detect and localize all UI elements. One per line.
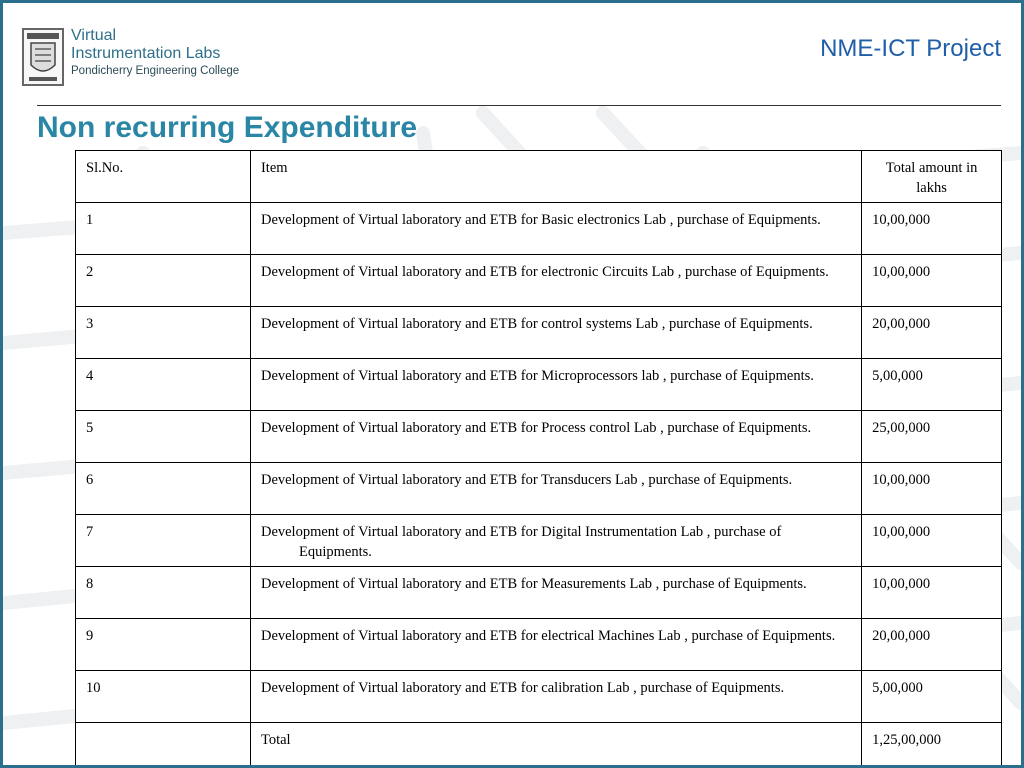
total-amount-cell: 1,25,00,000 <box>862 723 1002 766</box>
logo-subtitle: Pondicherry Engineering College <box>71 65 240 77</box>
amount-cell: 20,00,000 <box>862 619 1002 671</box>
item-cell <box>250 619 861 671</box>
slide-title: Non recurring Expenditure <box>37 111 418 144</box>
amount-cell: 10,00,000 <box>862 203 1002 255</box>
table-row <box>76 307 1002 359</box>
column-header-total-amount: Total amount in lakhs <box>862 151 1002 203</box>
college-logo <box>21 27 251 91</box>
item-text: Development of Virtual laboratory and ETB for Process control Lab , purchase of Equipments. <box>260 420 812 436</box>
table-row <box>76 255 1002 307</box>
table-row <box>76 359 1002 411</box>
column-header-item: Item <box>250 151 861 203</box>
item-text: Development of Virtual laboratory and ETB for Transducers Lab , purchase of Equipments. <box>260 472 793 488</box>
item-text: Development of Virtual laboratory and ETB for Digital Instrumentation Lab , purchase of Equipments. <box>260 524 782 560</box>
item-text: Development of Virtual laboratory and ETB for electronic Circuits Lab , purchase of Equipments. <box>260 264 829 280</box>
logo-title-line2: Instrumentation Labs <box>71 45 221 62</box>
item-cell <box>250 411 861 463</box>
item-cell <box>250 463 861 515</box>
amount-cell: 20,00,000 <box>862 307 1002 359</box>
amount-cell: 5,00,000 <box>862 671 1002 723</box>
slide <box>3 3 1021 765</box>
item-cell <box>250 255 861 307</box>
sl-no-cell: 6 <box>76 463 251 515</box>
item-text: Development of Virtual laboratory and ETB for control systems Lab , purchase of Equipments. <box>260 316 813 332</box>
total-empty-cell <box>76 723 251 766</box>
amount-cell: 10,00,000 <box>862 463 1002 515</box>
amount-cell: 10,00,000 <box>862 255 1002 307</box>
header-divider <box>37 105 1001 106</box>
table-row <box>76 411 1002 463</box>
table-row <box>76 203 1002 255</box>
table-row <box>76 463 1002 515</box>
item-cell <box>250 567 861 619</box>
logo-title-line1: Virtual <box>71 27 117 44</box>
item-text: Development of Virtual laboratory and ETB for calibration Lab , purchase of Equipments. <box>260 680 785 696</box>
sl-no-cell: 2 <box>76 255 251 307</box>
amount-cell: 5,00,000 <box>862 359 1002 411</box>
table-row <box>76 567 1002 619</box>
sl-no-cell: 7 <box>76 515 251 567</box>
total-label-cell: Total <box>250 723 861 766</box>
sl-no-cell: 9 <box>76 619 251 671</box>
item-text: Development of Virtual laboratory and ETB for Measurements Lab , purchase of Equipments. <box>260 576 807 592</box>
sl-no-cell: 3 <box>76 307 251 359</box>
item-text: Development of Virtual laboratory and ETB for electrical Machines Lab , purchase of Equipments. <box>260 628 836 644</box>
column-header-sl-no: Sl.No. <box>76 151 251 203</box>
table-row <box>76 515 1002 567</box>
sl-no-cell: 4 <box>76 359 251 411</box>
college-crest-icon <box>21 27 65 87</box>
item-text: Development of Virtual laboratory and ETB for Basic electronics Lab , purchase of Equipments. <box>260 212 821 228</box>
sl-no-cell: 8 <box>76 567 251 619</box>
sl-no-cell: 1 <box>76 203 251 255</box>
table-row <box>76 671 1002 723</box>
item-cell <box>250 515 861 567</box>
amount-cell: 25,00,000 <box>862 411 1002 463</box>
sl-no-cell: 10 <box>76 671 251 723</box>
amount-cell: 10,00,000 <box>862 567 1002 619</box>
table-total-row <box>76 723 1002 766</box>
table-row <box>76 619 1002 671</box>
expenditure-table <box>75 150 1002 765</box>
item-cell <box>250 671 861 723</box>
item-cell <box>250 307 861 359</box>
item-cell <box>250 359 861 411</box>
item-text: Development of Virtual laboratory and ETB for Microprocessors lab , purchase of Equipments. <box>260 368 814 384</box>
project-label: NME-ICT Project <box>820 35 1001 62</box>
table-header-row <box>76 151 1002 203</box>
amount-cell: 10,00,000 <box>862 515 1002 567</box>
sl-no-cell: 5 <box>76 411 251 463</box>
item-cell <box>250 203 861 255</box>
